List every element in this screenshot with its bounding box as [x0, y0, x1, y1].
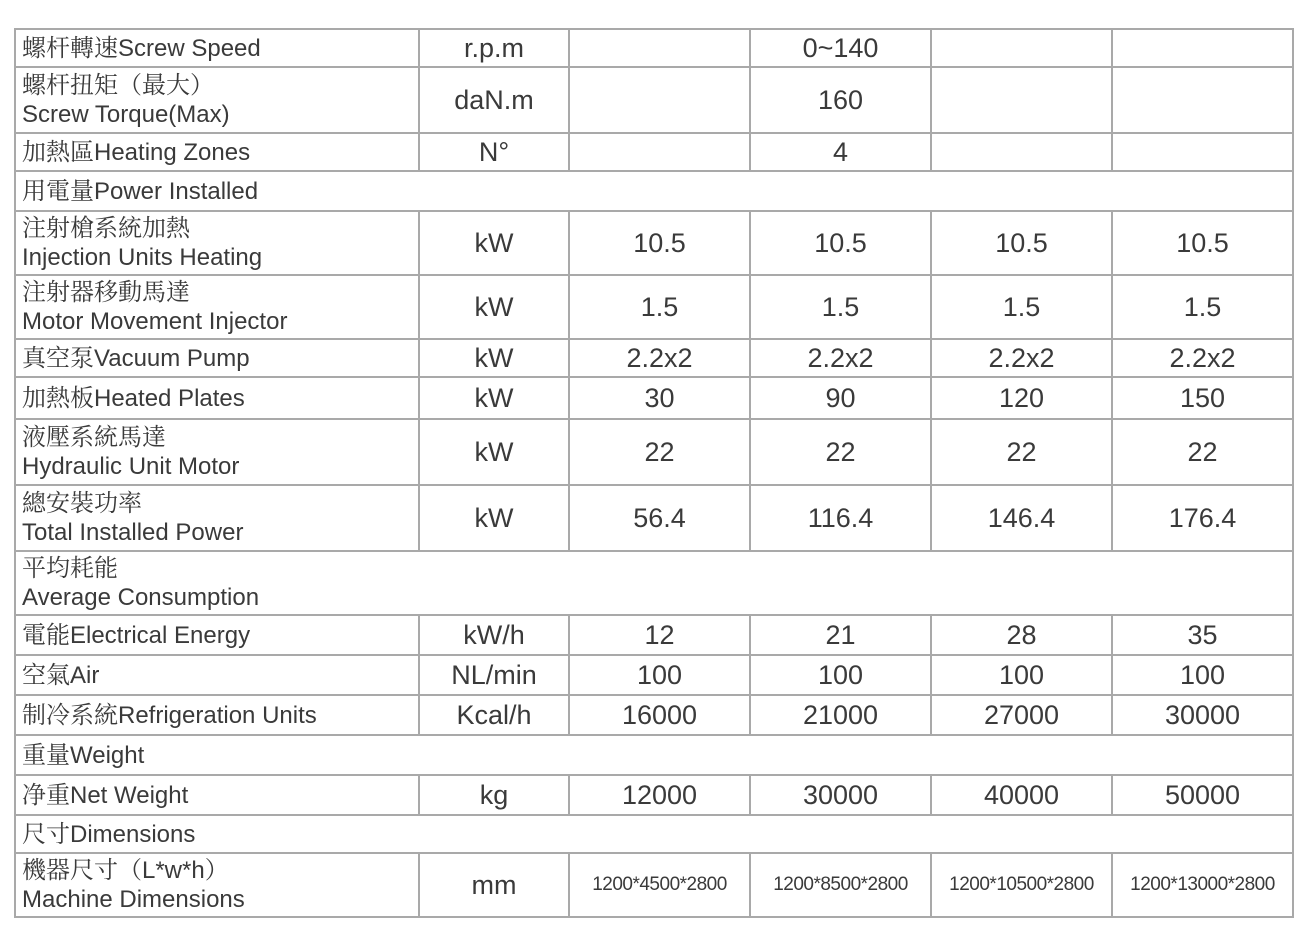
value-cell: 12000 — [569, 775, 750, 815]
empty-cell — [931, 133, 1112, 171]
table-row — [15, 377, 1293, 419]
label-chinese: 螺杆扭矩（最大） — [22, 72, 214, 99]
section-row — [15, 815, 1293, 853]
row-label: 電能Electrical Energy — [15, 615, 419, 655]
section-row — [15, 171, 1293, 211]
table-row — [15, 695, 1293, 735]
value-cell: 100 — [931, 655, 1112, 695]
value-cell: 100 — [569, 655, 750, 695]
value-cell: 176.4 — [1112, 485, 1293, 551]
row-label — [15, 275, 419, 339]
row-label — [15, 211, 419, 275]
label-english: Motor Movement Injector — [22, 308, 288, 335]
row-label: 净重Net Weight — [15, 775, 419, 815]
row-label: 尺寸Dimensions — [15, 815, 1293, 853]
value-cell: 2.2x2 — [750, 339, 931, 377]
unit-cell: kW — [419, 419, 569, 485]
value-cell: 28 — [931, 615, 1112, 655]
unit-cell: kg — [419, 775, 569, 815]
section-row — [15, 551, 1293, 615]
unit-cell: kW — [419, 339, 569, 377]
value-cell: 10.5 — [569, 211, 750, 275]
value-cell: 120 — [931, 377, 1112, 419]
label-english: Machine Dimensions — [22, 886, 245, 913]
label-english: Injection Units Heating — [22, 244, 263, 271]
row-label — [15, 551, 1293, 615]
value-cell: 2.2x2 — [1112, 339, 1293, 377]
section-row — [15, 735, 1293, 775]
unit-cell: kW — [419, 211, 569, 275]
table-row — [15, 485, 1293, 551]
value-cell: 27000 — [931, 695, 1112, 735]
value-cell: 50000 — [1112, 775, 1293, 815]
unit-cell: kW/h — [419, 615, 569, 655]
value-cell: 21000 — [750, 695, 931, 735]
value-cell: 30000 — [750, 775, 931, 815]
label-chinese: 注射器移動馬達 — [22, 279, 190, 306]
label-chinese: 平均耗能 — [22, 555, 118, 582]
unit-cell: kW — [419, 377, 569, 419]
row-label — [15, 485, 419, 551]
value-cell: 16000 — [569, 695, 750, 735]
value-cell: 1.5 — [750, 275, 931, 339]
value-cell: 22 — [1112, 419, 1293, 485]
empty-cell — [569, 133, 750, 171]
unit-cell: r.p.m — [419, 29, 569, 67]
value-cell: 30000 — [1112, 695, 1293, 735]
value-cell: 10.5 — [1112, 211, 1293, 275]
spec-table-container — [14, 28, 1292, 918]
table-row — [15, 339, 1293, 377]
row-label — [15, 419, 419, 485]
label-chinese: 機器尺寸（L*w*h） — [22, 857, 229, 884]
table-row — [15, 275, 1293, 339]
value-cell: 116.4 — [750, 485, 931, 551]
table-row — [15, 419, 1293, 485]
value-cell: 10.5 — [931, 211, 1112, 275]
value-cell: 1.5 — [931, 275, 1112, 339]
empty-cell — [931, 29, 1112, 67]
value-cell: 1200*4500*2800 — [569, 853, 750, 917]
unit-cell: mm — [419, 853, 569, 917]
unit-cell: kW — [419, 275, 569, 339]
value-cell: 0~140 — [750, 29, 931, 67]
row-label: 用電量Power Installed — [15, 171, 1293, 211]
table-row — [15, 211, 1293, 275]
value-cell: 150 — [1112, 377, 1293, 419]
value-cell: 160 — [750, 67, 931, 133]
value-cell: 22 — [931, 419, 1112, 485]
table-row — [15, 133, 1293, 171]
empty-cell — [931, 67, 1112, 133]
value-cell: 100 — [750, 655, 931, 695]
value-cell: 146.4 — [931, 485, 1112, 551]
value-cell: 90 — [750, 377, 931, 419]
table-row — [15, 655, 1293, 695]
empty-cell — [1112, 29, 1293, 67]
value-cell: 1200*10500*2800 — [931, 853, 1112, 917]
row-label: 加熱板Heated Plates — [15, 377, 419, 419]
table-row — [15, 615, 1293, 655]
table-row — [15, 29, 1293, 67]
row-label: 螺杆轉速Screw Speed — [15, 29, 419, 67]
row-label — [15, 853, 419, 917]
value-cell: 10.5 — [750, 211, 931, 275]
empty-cell — [569, 67, 750, 133]
label-english: Hydraulic Unit Motor — [22, 453, 240, 480]
value-cell: 30 — [569, 377, 750, 419]
label-chinese: 注射槍系統加熱 — [22, 215, 190, 242]
spec-table — [14, 28, 1294, 918]
value-cell: 1200*8500*2800 — [750, 853, 931, 917]
row-label — [15, 67, 419, 133]
value-cell: 40000 — [931, 775, 1112, 815]
table-row — [15, 67, 1293, 133]
value-cell: 12 — [569, 615, 750, 655]
value-cell: 22 — [569, 419, 750, 485]
label-chinese: 液壓系統馬達 — [22, 424, 166, 451]
label-english: Screw Torque(Max) — [22, 101, 230, 128]
row-label: 空氣Air — [15, 655, 419, 695]
row-label: 加熱區Heating Zones — [15, 133, 419, 171]
row-label: 制冷系統Refrigeration Units — [15, 695, 419, 735]
unit-cell: daN.m — [419, 67, 569, 133]
value-cell: 2.2x2 — [569, 339, 750, 377]
value-cell: 1.5 — [569, 275, 750, 339]
value-cell: 4 — [750, 133, 931, 171]
row-label: 真空泵Vacuum Pump — [15, 339, 419, 377]
label-chinese: 總安裝功率 — [22, 490, 142, 517]
value-cell: 22 — [750, 419, 931, 485]
label-english: Total Installed Power — [22, 519, 244, 546]
value-cell: 100 — [1112, 655, 1293, 695]
label-english: Average Consumption — [22, 584, 260, 611]
value-cell: 1.5 — [1112, 275, 1293, 339]
unit-cell: Kcal/h — [419, 695, 569, 735]
unit-cell: N° — [419, 133, 569, 171]
value-cell: 21 — [750, 615, 931, 655]
empty-cell — [1112, 67, 1293, 133]
value-cell: 35 — [1112, 615, 1293, 655]
table-row — [15, 775, 1293, 815]
unit-cell: kW — [419, 485, 569, 551]
value-cell: 56.4 — [569, 485, 750, 551]
row-label: 重量Weight — [15, 735, 1293, 775]
table-row — [15, 853, 1293, 917]
empty-cell — [569, 29, 750, 67]
empty-cell — [1112, 133, 1293, 171]
value-cell: 2.2x2 — [931, 339, 1112, 377]
value-cell: 1200*13000*2800 — [1112, 853, 1293, 917]
unit-cell: NL/min — [419, 655, 569, 695]
